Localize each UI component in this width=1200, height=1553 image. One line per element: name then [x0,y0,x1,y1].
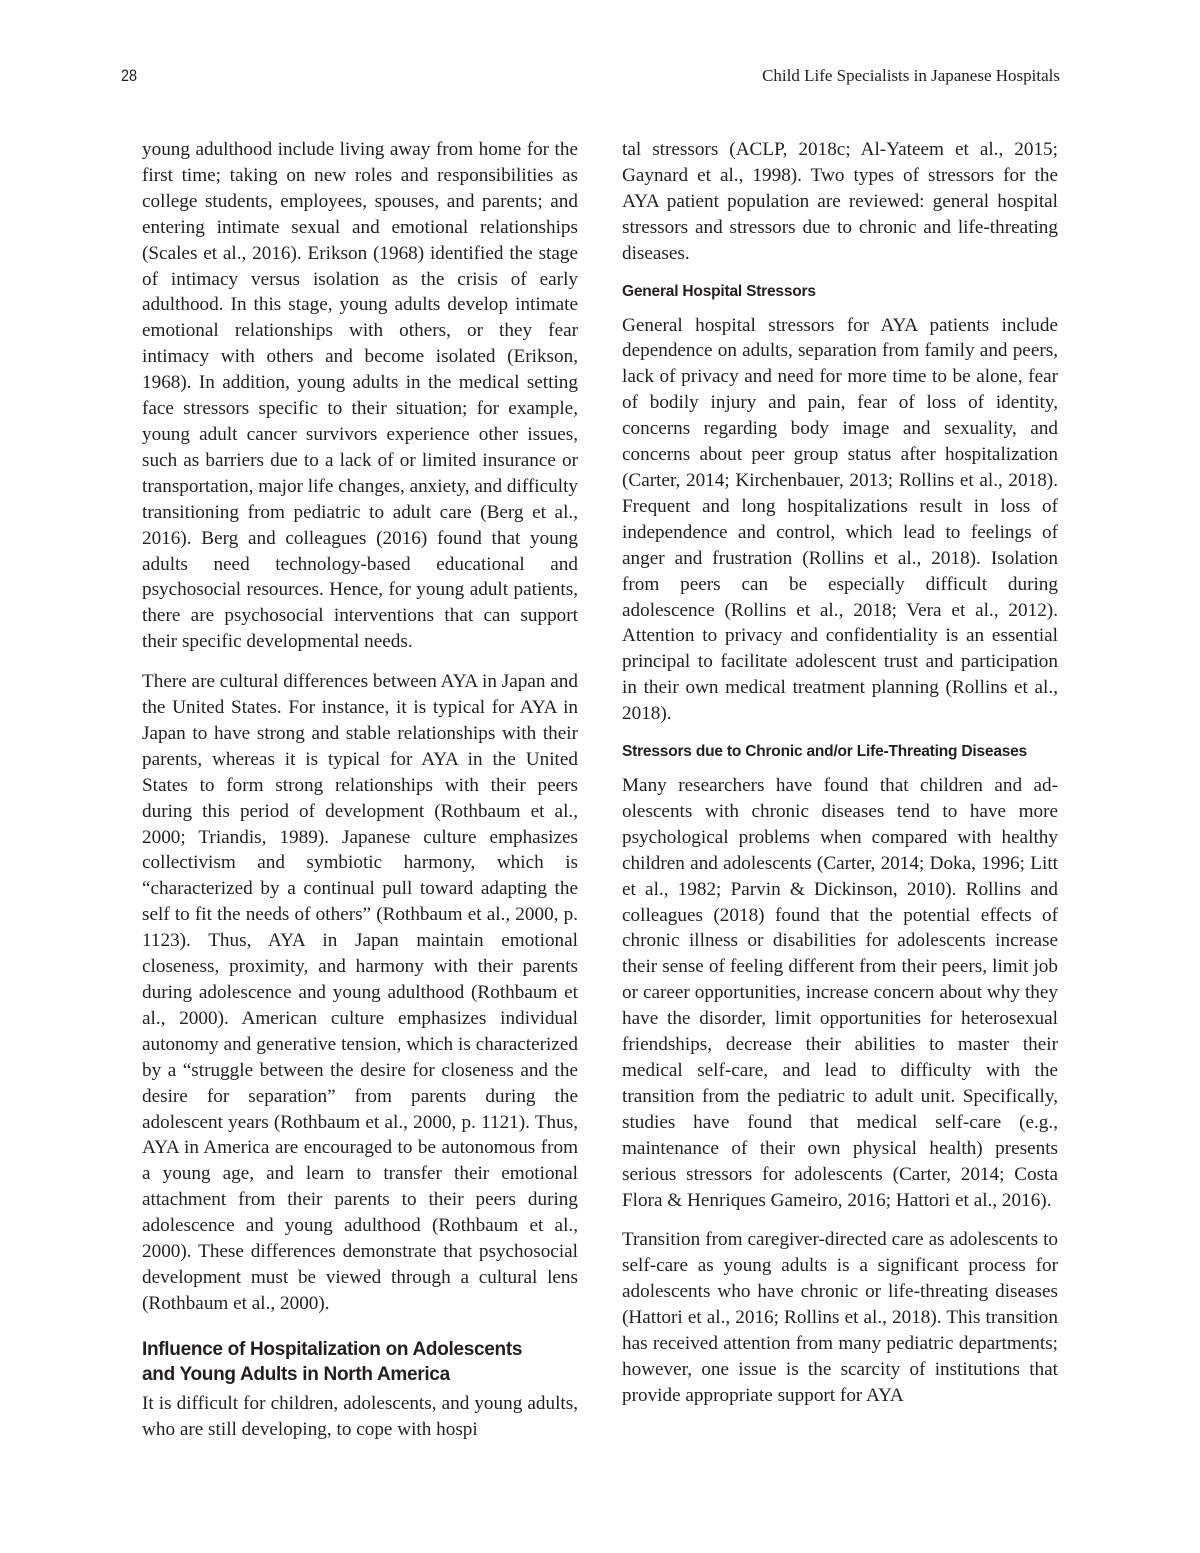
body-paragraph: It is difficult for children, adolescents, and young adults, who are still developing, to cope with hospi [142,1392,578,1440]
body-paragraph: young adulthood include living away from home for the first time; taking on new roles and responsibilities as college students, employees, spouses, and parents; and entering intimate sexual and emotional relationships (Scales et al., 2016). Erikson (1968) identified the stage of intimacy versus isolation as the crisis of early adulthood. In this stage, young adults develop intimate emotional relationships with others, or they fear intimacy with others and become isolated (Erikson, 1968). In addition, young adults in the medical setting face stressors specific to their situation; for example, young adult cancer survivors experience other issues, such as barriers due to a lack of or limited insurance or transportation, major life changes, anxiety, and difficulty transitioning from pediatric to adult care (Berg et al., 2016). Berg and colleagues (2016) found that young adults need technology-based educational and psychosocial resources. Hence, for young adult patients, there are psychosocial interventions that can support their specific developmental needs. [142,139,578,653]
section-heading [142,1337,578,1387]
body-paragraph: There are cultural differences between AYA in Japan and the United States. For instance, it is typical for AYA in Japan to have strong and stable relationships with their parents, whereas it is typical for AYA in the United States to form strong relationships with their peers during this period of development (Rothbaum et al., 2000; Triandis, 1989). Japanese culture emphasizes collectivism and symbiotic harmony, which is “characterized by a continual pull toward adapting the self to fit the needs of others” (Rothbaum et al., 2000, p. 1123). Thus, AYA in Japan maintain emotional closeness, proximity, and harmony with their parents during adolescence and young adulthood (Rothbaum et al., 2000). American culture emphasizes individual autonomy and generative tension, which is characterized by a “struggle between the desire for closeness and the desire for separation” from parents during the adolescent years (Rothbaum et al., 2000, p. 1121). Thus, AYA in America are encouraged to be autonomous from a young age, and learn to transfer their emotional attachment from their parents to their peers during adolescence and young adulthood (Rothbaum et al., 2000). These differences demonstrate that psychosocial development must be viewed through a cultural lens (Rothbaum et al., 2000). [142,671,578,1314]
body-paragraph: Many researchers have found that children and adolescents with chronic diseases tend to have more psychological problems when compared with healthy children and adolescents (Carter, 2014; Doka, 1996; Litt et al., 1982; Parvin & Dickinson, 2010). Rollins and colleagues (2018) found that the potential effects of chronic illness or disabilities for adolescents increase their sense of feeling different from their peers, limit job or career opportunities, increase concern about why they have the disorder, limit opportunities for heterosexual friendships, decrease their abilities to master their medical self-care, and lead to difficulty with the transition from the pediatric to adult unit. Specifically, studies have found that medical self-care (e.g., maintenance of their own physical health) presents serious stressors for adolescents (Carter, 2014; Costa Flora & Henriques Gameiro, 2016; Hattori et al., 2016). [622,775,1058,1211]
running-title: Child Life Specialists in Japanese Hospitals [762,66,1060,85]
section-heading-line: and Young Adults in North America [142,1363,450,1385]
body-paragraph: General hospital stressors for AYA patients include dependence on adults, separation from family and peers, lack of privacy and need for more time to be alone, fear of bodily injury and pain, fear of loss of identity, concerns regarding body image and sexuality, and concerns about peer group status after hospitalization (Carter, 2014; Kirchenbauer, 2013; Rollins et al., 2018). Frequent and long hospitalizations result in loss of independence and control, which lead to feelings of anger and frustration (Rollins et al., 2018). Isolation from peers can be especially difficult during adolescence (Rollins et al., 2018; Vera et al., 2012). Attention to privacy and confidentiality is an essential principal to facilitate adolescent trust and participation in their own medical treatment planning (Rollins et al., 2018). [622,314,1058,725]
subsection-heading: Stressors due to Chronic and/or Life-Threating Diseases [622,743,1028,761]
subsection-heading: General Hospital Stressors [622,282,816,300]
running-header [121,64,1060,88]
section-heading-line: Influence of Hospitalization on Adolescents [142,1338,523,1360]
page-number: 28 [121,66,138,85]
left-column [142,137,578,1443]
body-paragraph: tal stressors (ACLP, 2018c; Al-Yateem et al., 2015; Gaynard et al., 1998). Two types of stressors for the AYA patient population are reviewed: general hospital stressors and stressors due to chronic and life-threating diseases. [622,139,1058,264]
right-column [622,137,1058,1409]
body-paragraph: Transition from caregiver-directed care as adolescents to self-care as young adults is a significant process for adolescents who have chronic or life-threating diseases (Hattori et al., 2016; Rollins et al., 2018). This transition has received attention from many pediatric departments; however, one issue is the scarcity of institutions that provide appropriate support for AYA [622,1229,1058,1406]
